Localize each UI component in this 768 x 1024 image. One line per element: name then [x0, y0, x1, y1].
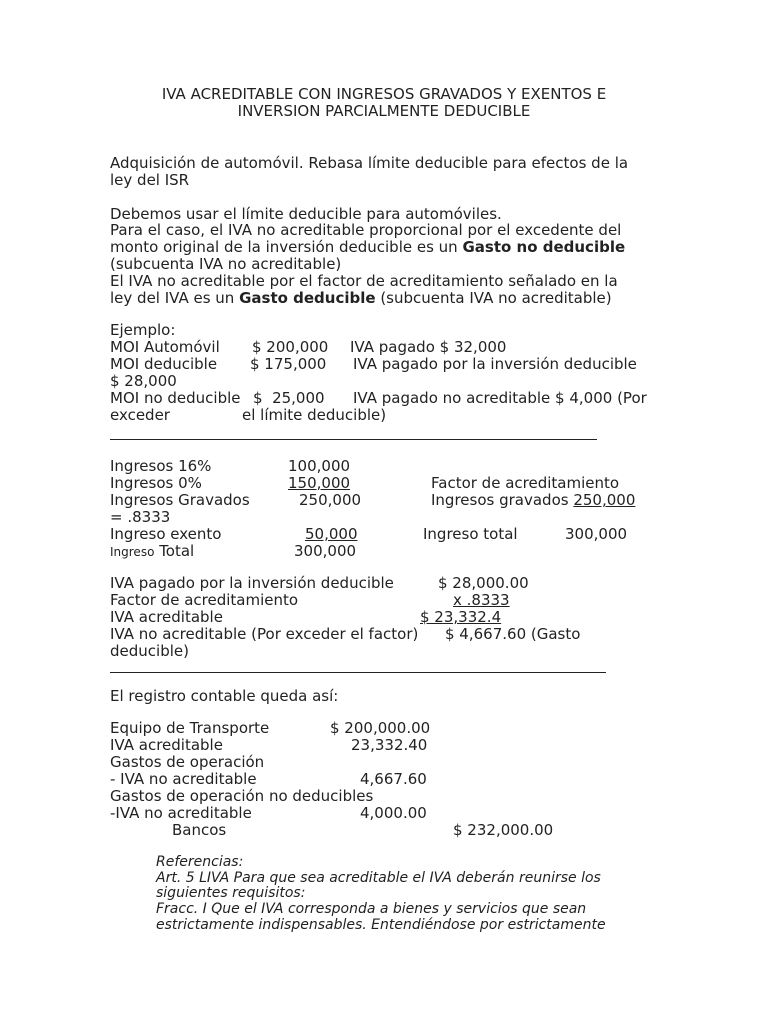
- moi-auto-value: $ 200,000: [252, 338, 329, 356]
- journal-iva-acreditable-label: IVA acreditable: [110, 736, 223, 754]
- references-line-4: estrictamente indispensables. Entendiéndose por estrictamente: [156, 917, 606, 933]
- calc-iva-acreditable-value: $ 23,332.4: [420, 608, 502, 626]
- explanation-line-6: [110, 290, 612, 307]
- income-total-label-main: Total: [154, 542, 195, 560]
- journal-bancos-value: $ 232,000.00: [453, 821, 554, 839]
- moi-deducible-iva: IVA pagado por la inversión deducible: [353, 355, 637, 373]
- gasto-no-deducible-term: Gasto no deducible: [462, 238, 626, 256]
- journal-iva-acreditable-value: 23,332.40: [351, 736, 428, 754]
- moi-no-deducible-cont-2: el límite deducible): [242, 406, 387, 424]
- income-16-value: 100,000: [288, 457, 351, 475]
- factor-denominator-label: Ingreso total: [423, 525, 518, 543]
- income-exento-value: 50,000: [305, 525, 358, 543]
- journal-iva-no-acreditable-2-label: -IVA no acreditable: [110, 804, 252, 822]
- calc-factor-label: Factor de acreditamiento: [110, 591, 299, 609]
- moi-auto-iva: IVA pagado $ 32,000: [350, 338, 507, 356]
- gasto-deducible-term: Gasto deducible: [239, 289, 376, 307]
- calc-iva-pagado-value: $ 28,000.00: [438, 574, 529, 592]
- factor-heading: Factor de acreditamiento: [431, 474, 620, 492]
- explanation-line-1: Debemos usar el límite deducible para automóviles.: [110, 205, 502, 223]
- calc-iva-no-acreditable-value: $ 4,667.60 (Gasto: [445, 625, 581, 643]
- section-divider-2: [110, 672, 606, 673]
- explanation-line-6-text: ley del IVA es un: [110, 289, 240, 307]
- references-line-2: siguientes requisitos:: [156, 885, 306, 901]
- income-exento-label: Ingreso exento: [110, 525, 222, 543]
- calc-factor-value: x .8333: [453, 591, 510, 609]
- journal-iva-no-acreditable-label: - IVA no acreditable: [110, 770, 257, 788]
- calc-iva-no-acreditable-label: IVA no acreditable (Por exceder el factor): [110, 625, 419, 643]
- journal-heading: El registro contable queda así:: [110, 687, 339, 705]
- references-heading: Referencias:: [156, 854, 244, 870]
- journal-gastos-operacion-label: Gastos de operación: [110, 753, 265, 771]
- intro-line-2: ley del ISR: [110, 171, 190, 189]
- document-title-line-2: INVERSION PARCIALMENTE DEDUCIBLE: [237, 102, 531, 120]
- moi-no-deducible-value: $ 25,000: [253, 389, 325, 407]
- journal-gastos-no-deducibles-label: Gastos de operación no deducibles: [110, 787, 374, 805]
- journal-iva-no-acreditable-2-value: 4,000.00: [360, 804, 427, 822]
- moi-no-deducible-label: MOI no deducible: [110, 389, 241, 407]
- explanation-line-3-text: monto original de la inversión deducible es un: [110, 238, 463, 256]
- income-0-label: Ingresos 0%: [110, 474, 202, 492]
- journal-equipo-label: Equipo de Transporte: [110, 719, 270, 737]
- moi-deducible-value: $ 175,000: [250, 355, 327, 373]
- moi-no-deducible-iva: IVA pagado no acreditable $ 4,000 (Por: [353, 389, 647, 407]
- explanation-line-6-tail: (subcuenta IVA no acreditable): [375, 289, 612, 307]
- income-gravados-label: Ingresos Gravados: [110, 491, 250, 509]
- calc-iva-no-acreditable-cont: deducible): [110, 642, 189, 660]
- references-line-3: Fracc. I Que el IVA corresponda a bienes y servicios que sean: [156, 901, 587, 917]
- references-line-1: Art. 5 LIVA Para que sea acreditable el IVA deberán reunirse los: [156, 870, 601, 886]
- income-16-label: Ingresos 16%: [110, 457, 212, 475]
- moi-deducible-iva-value: $ 28,000: [110, 372, 177, 390]
- income-total-value: 300,000: [294, 542, 357, 560]
- income-0-value: 150,000: [288, 474, 351, 492]
- explanation-line-3: [110, 239, 625, 256]
- journal-equipo-value: $ 200,000.00: [330, 719, 431, 737]
- intro-line-1: Adquisición de automóvil. Rebasa límite deducible para efectos de la: [110, 154, 629, 172]
- document-title-line-1: IVA ACREDITABLE CON INGRESOS GRAVADOS Y EXENTOS E: [161, 85, 607, 103]
- explanation-line-4: (subcuenta IVA no acreditable): [110, 255, 342, 273]
- explanation-line-5: El IVA no acreditable por el factor de acreditamiento señalado en la: [110, 272, 618, 290]
- example-label: Ejemplo:: [110, 321, 176, 339]
- factor-numerator-value: 250,000: [573, 491, 636, 509]
- factor-result: = .8333: [110, 508, 171, 526]
- factor-denominator-value: 300,000: [565, 525, 628, 543]
- moi-deducible-label: MOI deducible: [110, 355, 218, 373]
- factor-numerator-label: Ingresos gravados: [431, 491, 574, 509]
- income-gravados-value: 250,000: [299, 491, 362, 509]
- section-divider-1: [110, 439, 597, 440]
- factor-numerator: [431, 492, 635, 509]
- income-total-label-small: Ingreso: [110, 545, 155, 559]
- journal-bancos-label: Bancos: [172, 821, 227, 839]
- moi-auto-label: MOI Automóvil: [110, 338, 220, 356]
- explanation-line-2: Para el caso, el IVA no acreditable proporcional por el excedente del: [110, 221, 622, 239]
- calc-iva-acreditable-label: IVA acreditable: [110, 608, 223, 626]
- calc-iva-pagado-label: IVA pagado por la inversión deducible: [110, 574, 394, 592]
- journal-iva-no-acreditable-value: 4,667.60: [360, 770, 427, 788]
- moi-no-deducible-cont-1: exceder: [110, 406, 170, 424]
- income-total-label: [110, 543, 194, 561]
